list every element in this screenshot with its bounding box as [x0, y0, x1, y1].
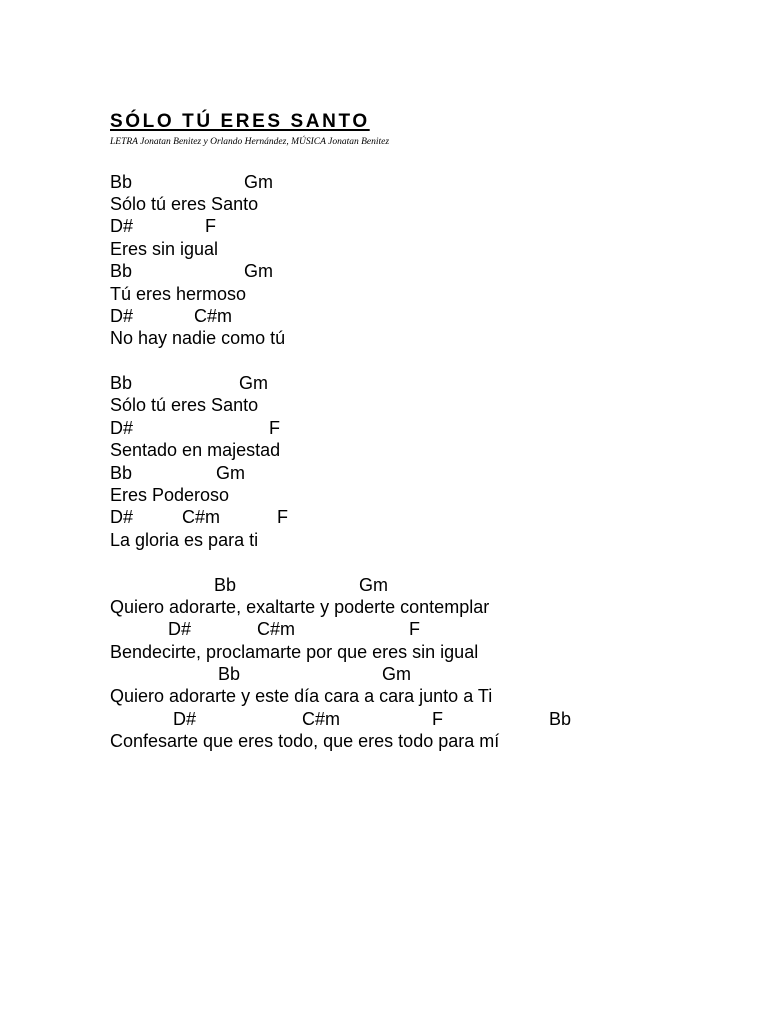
chord: F	[205, 216, 216, 236]
chord: F	[432, 709, 443, 729]
lyric-line: Quiero adorarte y este día cara a cara junto a Ti	[110, 686, 493, 706]
chord: C#m	[257, 619, 296, 639]
chord: C#m	[182, 507, 221, 527]
chord: C#m	[302, 709, 341, 729]
chord: F	[277, 507, 288, 527]
chord: C#m	[194, 306, 233, 326]
chord-line	[0, 708, 768, 730]
chord: D#	[110, 216, 134, 236]
chord: Bb	[218, 664, 241, 684]
chord: Bb	[549, 709, 572, 729]
chord: D#	[110, 306, 134, 326]
chord: Gm	[239, 373, 268, 393]
chord-line	[0, 663, 768, 685]
chord: Bb	[110, 172, 133, 192]
chord-line	[0, 372, 768, 394]
song-credits: LETRA Jonatan Benitez y Orlando Hernández, MÚSICA Jonatan Benitez	[110, 137, 390, 147]
chord-line	[0, 260, 768, 282]
chord: D#	[173, 709, 197, 729]
lyric-line: Sólo tú eres Santo	[110, 194, 259, 214]
chord-line	[0, 618, 768, 640]
chord-line	[0, 171, 768, 193]
chord: D#	[168, 619, 192, 639]
lyric-line: La gloria es para ti	[110, 530, 259, 550]
chord: Bb	[110, 261, 133, 281]
lyric-line: No hay nadie como tú	[110, 328, 286, 348]
chord: Bb	[214, 575, 237, 595]
chord: Bb	[110, 373, 133, 393]
lyric-line: Sólo tú eres Santo	[110, 395, 259, 415]
chord-line	[0, 417, 768, 439]
chord-line	[0, 506, 768, 528]
lyric-line: Tú eres hermoso	[110, 284, 247, 304]
lyric-line: Eres Poderoso	[110, 485, 230, 505]
chord: Gm	[244, 261, 273, 281]
lyric-line: Sentado en majestad	[110, 440, 281, 460]
chord-line	[0, 305, 768, 327]
chord: F	[269, 418, 280, 438]
chord: Gm	[244, 172, 273, 192]
lyric-line: Quiero adorarte, exaltarte y poderte contemplar	[110, 597, 490, 617]
chord-line	[0, 462, 768, 484]
chord: Gm	[359, 575, 388, 595]
lyric-line: Confesarte que eres todo, que eres todo para mí	[110, 731, 500, 751]
chord: Gm	[216, 463, 245, 483]
chord: Gm	[382, 664, 411, 684]
lyric-line: Bendecirte, proclamarte por que eres sin igual	[110, 642, 479, 662]
song-title: SÓLO TÚ ERES SANTO	[110, 111, 370, 132]
chord-line	[0, 574, 768, 596]
chord: D#	[110, 418, 134, 438]
chord-line	[0, 215, 768, 237]
lyric-line: Eres sin igual	[110, 239, 219, 259]
chord: Bb	[110, 463, 133, 483]
chord: D#	[110, 507, 134, 527]
chord: F	[409, 619, 420, 639]
